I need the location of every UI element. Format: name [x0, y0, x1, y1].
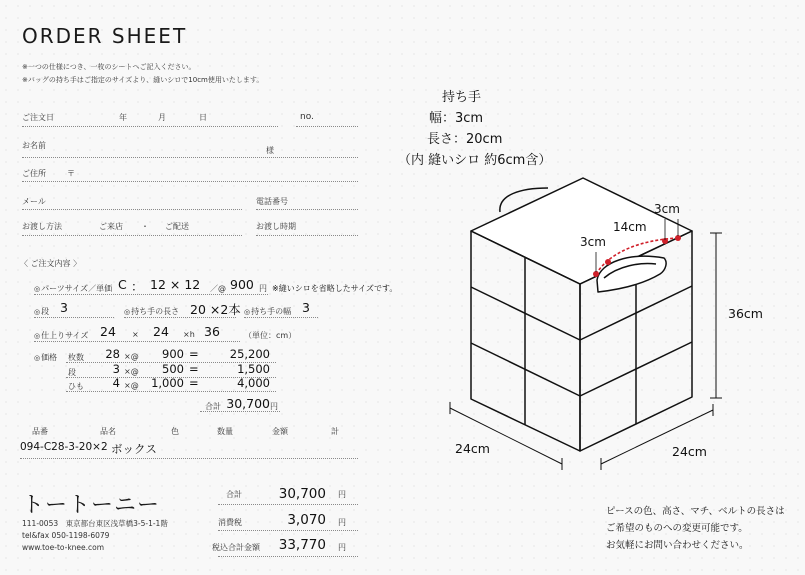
col-header-color: 色 [171, 427, 179, 436]
phone-label: 電話番号 [256, 197, 288, 206]
parts-size-value: C [118, 277, 127, 292]
sum-value: 30,700 [278, 486, 326, 502]
col-header-total: 計 [331, 427, 339, 436]
delivery-label: お渡し方法 [22, 222, 62, 231]
address-label: ご住所 [22, 169, 46, 178]
footer-note-line-2: ご希望のものへの変更可能です。 [606, 523, 748, 534]
handle-left-label: 3cm [580, 235, 606, 249]
unit-price-value: 900 [230, 277, 254, 292]
col-header-amount: 金額 [272, 427, 288, 436]
finish-depth-value: 24 [153, 324, 169, 339]
depth-label: 24cm [672, 444, 707, 459]
price-row-unit: 900 [162, 347, 184, 361]
price-row-at: ×@ [124, 352, 139, 361]
price-row-total: 25,200 [229, 347, 270, 361]
note-line-1: ※一つの仕様につき、一枚のシートへご記入ください。 [22, 63, 196, 71]
price-row-name: ひも [68, 382, 84, 391]
subtotal-yen: 円 [270, 402, 278, 411]
at-label: ／@ [210, 284, 226, 293]
note-line-2: ※バッグの持ち手はご指定のサイズより、縫いシロで10cm使用いたします。 [22, 76, 264, 84]
unit-price-yen: 円 [259, 284, 267, 293]
price-row-total: 1,500 [237, 362, 270, 376]
unit-note: （単位：cm） [244, 331, 297, 340]
order-date-label: ご注文日 [22, 113, 54, 122]
price-row-eq: = [189, 376, 199, 390]
parts-dims-value: 12 × 12 [150, 277, 201, 292]
subtotal-value: 30,700 [226, 396, 270, 411]
delivery-time-label: お渡し時期 [256, 222, 296, 231]
parts-colon: ： [131, 279, 144, 294]
mail-label: メール [22, 197, 46, 206]
price-label: ◎ 価格 [34, 352, 57, 363]
handle-width-value: 3 [302, 300, 310, 315]
no-label: no. [300, 112, 314, 122]
tier-label: ◎ 段 [34, 306, 49, 317]
col-header-code: 品番 [32, 427, 48, 436]
sum-yen: 円 [338, 490, 346, 499]
price-row-qty: 4 [112, 376, 120, 390]
handle-dim-point [605, 259, 611, 265]
parts-note: ※縫いシロを省略したサイズです。 [272, 284, 398, 293]
order-section-label: 〈 ご注文内容 〉 [20, 259, 82, 268]
grand-total-yen: 円 [338, 543, 346, 552]
price-row-unit: 1,000 [151, 376, 184, 390]
handle-mid-label: 14cm [613, 220, 647, 234]
price-row-name: 段 [68, 368, 76, 377]
price-row-unit: 500 [162, 362, 184, 376]
postal-mark: 〒 [67, 169, 75, 178]
footer-note-line-3: お気軽にお問い合わせください。 [606, 540, 749, 551]
day-label: 日 [199, 113, 207, 122]
finish-times-1: × [132, 330, 139, 339]
parts-label: ◎ パーツサイズ／単価 [34, 283, 112, 294]
ship-option: ご配送 [165, 222, 189, 231]
tax-yen: 円 [338, 518, 346, 527]
col-header-qty: 数量 [217, 427, 233, 436]
tier-value: 3 [60, 300, 68, 315]
sheet-title: ORDER SHEET [22, 24, 188, 48]
price-row-at: ×@ [124, 367, 139, 376]
sum-label: 合計 [226, 490, 242, 499]
pickup-option: ご来店 [99, 222, 123, 231]
price-row-name: 枚数 [68, 353, 84, 362]
price-row-qty: 3 [112, 362, 120, 376]
shop-tel: tel&fax 050-1198-6079 [22, 531, 110, 540]
handle-width-label: ◎ 持ち手の幅 [244, 306, 291, 317]
year-label: 年 [119, 113, 127, 122]
handle-right-label: 3cm [654, 202, 680, 216]
tax-value: 3,070 [287, 512, 326, 528]
finish-times-h: ×h [183, 330, 195, 339]
handle-spec-seam: （内 縫いシロ 約6cm含） [398, 153, 552, 168]
finish-height-value: 36 [204, 324, 220, 339]
handle-length-label: ◎ 持ち手の長さ [124, 306, 179, 317]
item-name: ボックス [111, 442, 157, 456]
price-row-eq: = [189, 347, 199, 361]
grand-total-label: 税込合計金額 [212, 543, 260, 552]
month-label: 月 [158, 113, 166, 122]
sama-label: 様 [266, 146, 274, 155]
tax-label: 消費税 [218, 518, 242, 527]
option-separator: ・ [141, 222, 149, 231]
handle-length-value: 20 ×2本 [190, 302, 241, 317]
handle-spec-width: 幅：3cm [429, 111, 484, 126]
finish-width-value: 24 [100, 324, 116, 339]
footer-note-line-1: ピースの色、高さ、マチ、ベルトの長さは [606, 506, 785, 517]
col-header-name: 品名 [100, 427, 116, 436]
height-label: 36cm [728, 306, 763, 321]
handle-spec-title: 持ち手 [442, 90, 482, 105]
grand-total-value: 33,770 [278, 537, 326, 553]
shop-url[interactable]: www.toe-to-knee.com [22, 543, 105, 552]
price-row-qty: 28 [105, 347, 120, 361]
subtotal-label: 合計 [205, 402, 221, 411]
width-label: 24cm [455, 441, 490, 456]
price-row-total: 4,000 [237, 376, 270, 390]
item-code: 094-C28-3-20×2 [20, 441, 108, 453]
shop-address: 111-0053 東京都台東区浅草橋3-5-1-1階 [22, 519, 168, 528]
price-row-at: ×@ [124, 381, 139, 390]
handle-spec-length: 長さ：20cm [427, 132, 503, 147]
price-row-eq: = [189, 362, 199, 376]
finish-size-label: ◎ 仕上りサイズ [34, 330, 88, 341]
name-label: お名前 [22, 141, 46, 150]
shop-logo: トートーニー [22, 493, 161, 518]
